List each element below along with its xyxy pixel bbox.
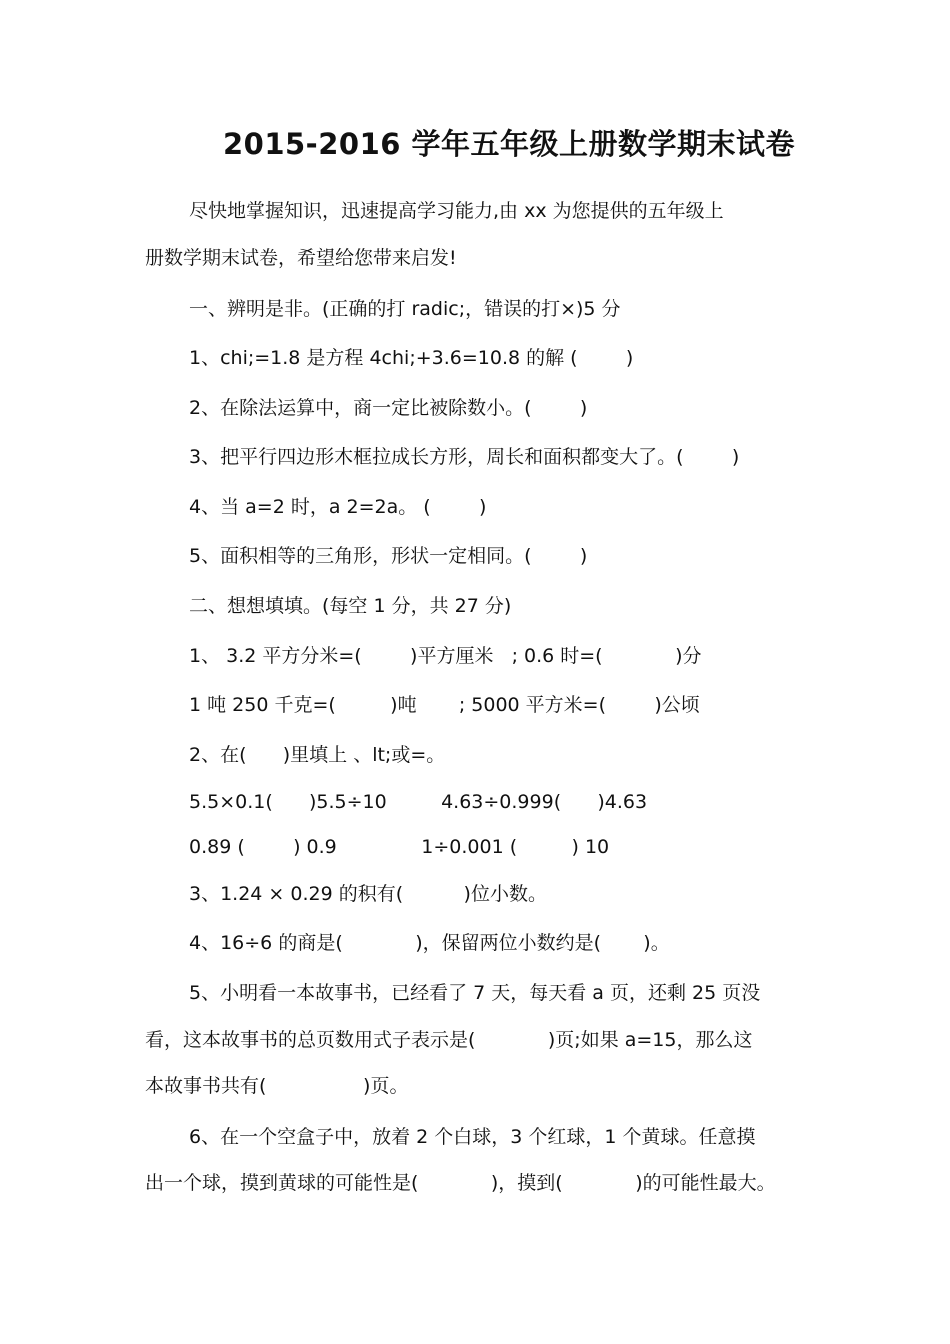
- section2-q2: 2、在( )里填上 、lt;或=。: [189, 744, 446, 766]
- section2-q4: 4、16÷6 的商是( )，保留两位小数约是( )。: [189, 932, 670, 954]
- section1-item-5: 5、面积相等的三角形，形状一定相同。( ): [189, 545, 588, 567]
- section2-heading: 二、想想填填。(每空 1 分，共 27 分): [189, 595, 512, 617]
- document-title: 2015-2016 学年五年级上册数学期末试卷: [222, 127, 796, 161]
- section2-q6-line-2: 出一个球，摸到黄球的可能性是( )，摸到( )的可能性最大。: [145, 1172, 776, 1194]
- section2-q1b: 1 吨 250 千克=( )吨 ; 5000 平方米=( )公顷: [189, 694, 700, 716]
- section2-q2b: 0.89 ( ) 0.9 1÷0.001 ( ) 10: [189, 836, 610, 858]
- section1-item-4: 4、当 a=2 时，a 2=2a。 ( ): [189, 496, 487, 518]
- section2-q5-line-1: 5、小明看一本故事书，已经看了 7 天，每天看 a 页，还剩 25 页没: [189, 982, 761, 1004]
- section2-q6-line-1: 6、在一个空盒子中，放着 2 个白球，3 个红球，1 个黄球。任意摸: [189, 1126, 756, 1148]
- section2-q2a: 5.5×0.1( )5.5÷10 4.63÷0.999( )4.63: [189, 791, 648, 813]
- section2-q3: 3、1.24 × 0.29 的积有( )位小数。: [189, 883, 547, 905]
- section2-q5-line-2: 看，这本故事书的总页数用式子表示是( )页;如果 a=15，那么这: [145, 1029, 753, 1051]
- section2-q5-line-3: 本故事书共有( )页。: [145, 1075, 409, 1097]
- section2-q1a: 1、 3.2 平方分米=( )平方厘米 ; 0.6 时=( )分: [189, 645, 702, 667]
- section1-item-3: 3、把平行四边形木框拉成长方形，周长和面积都变大了。( ): [189, 446, 740, 468]
- section1-heading: 一、辨明是非。(正确的打 radic;，错误的打×)5 分: [189, 298, 621, 320]
- intro-line-1: 尽快地掌握知识，迅速提高学习能力,由 xx 为您提供的五年级上: [189, 200, 724, 222]
- section1-item-1: 1、chi;=1.8 是方程 4chi;+3.6=10.8 的解 ( ): [189, 347, 634, 369]
- section1-item-2: 2、在除法运算中，商一定比被除数小。( ): [189, 397, 588, 419]
- intro-line-2: 册数学期末试卷，希望给您带来启发!: [145, 247, 457, 269]
